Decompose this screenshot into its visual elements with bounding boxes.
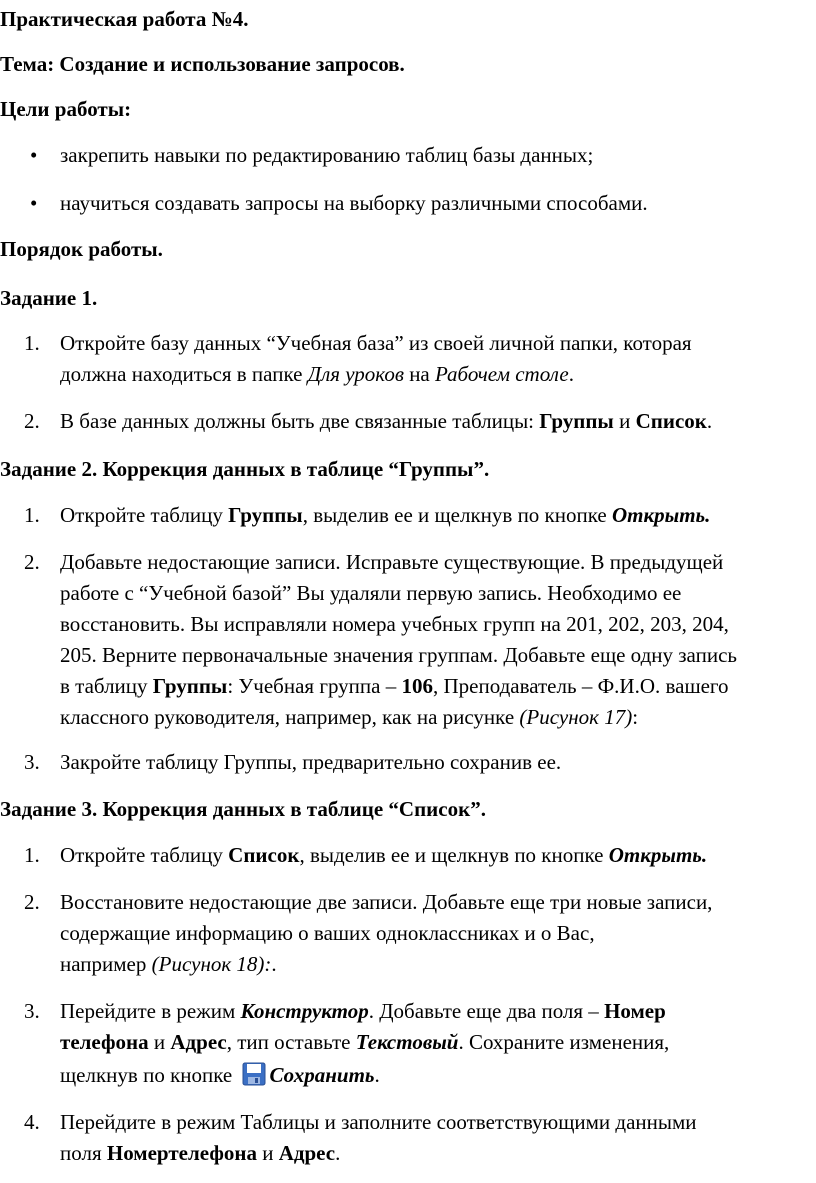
list-item-text: Закройте таблицу Группы, предварительно сохранив ее.: [60, 750, 562, 774]
list-item-text: должна находиться в папке Для уроков на Рабочем столе.: [60, 362, 574, 386]
list-number: 1.: [24, 331, 40, 355]
topic-line: Тема: Создание и использование запросов.: [0, 52, 405, 76]
document-title: Практическая работа №4.: [0, 7, 249, 31]
list-item-text: Откройте таблицу Список, выделив ее и щелкнув по кнопке Открыть.: [60, 843, 708, 867]
goals-heading: Цели работы:: [0, 97, 132, 121]
list-item-text: Откройте базу данных “Учебная база” из своей личной папки, которая: [60, 331, 692, 355]
list-item-text: поля Номертелефона и Адрес.: [60, 1141, 341, 1165]
list-item-text: В базе данных должны быть две связанные таблицы: Группы и Список.: [60, 409, 713, 433]
list-item-text: щелкнув по кнопке Сохранить.: [60, 1063, 380, 1087]
list-item-text: работе с “Учебной базой” Вы удаляли первую запись. Необходимо ее: [60, 581, 682, 605]
list-item-text: например (Рисунок 18):.: [60, 952, 277, 976]
goal-item: закрепить навыки по редактированию таблиц базы данных;: [60, 143, 594, 167]
bullet-marker: •: [30, 191, 38, 215]
list-number: 3.: [24, 750, 40, 774]
task1-title: Задание 1.: [0, 286, 98, 310]
list-item-text: Добавьте недостающие записи. Исправьте существующие. В предыдущей: [60, 550, 724, 574]
list-number: 1.: [24, 843, 40, 867]
list-item-text: восстановить. Вы исправляли номера учебных групп на 201, 202, 203, 204,: [60, 612, 729, 636]
list-item-text: 205. Верните первоначальные значения группам. Добавьте еще одну запись: [60, 643, 737, 667]
list-number: 2.: [24, 890, 40, 914]
goal-item: научиться создавать запросы на выборку различными способами.: [60, 191, 648, 215]
task3-title: Задание 3. Коррекция данных в таблице “Список”.: [0, 797, 486, 821]
bullet-marker: •: [30, 143, 38, 167]
list-item-text: телефона и Адрес, тип оставьте Текстовый. Сохраните изменения,: [60, 1030, 670, 1054]
list-item-text: Восстановите недостающие две записи. Добавьте еще три новые записи,: [60, 890, 713, 914]
list-number: 3.: [24, 999, 40, 1023]
list-item-text: классного руководителя, например, как на рисунке (Рисунок 17):: [60, 705, 639, 729]
list-number: 1.: [24, 503, 40, 527]
list-number: 2.: [24, 550, 40, 574]
list-item-text: Перейдите в режим Таблицы и заполните соответствующими данными: [60, 1110, 697, 1134]
procedure-heading: Порядок работы.: [0, 237, 163, 261]
task2-title: Задание 2. Коррекция данных в таблице “Группы”.: [0, 457, 490, 481]
list-item-text: в таблицу Группы: Учебная группа – 106, Преподаватель – Ф.И.О. вашего: [60, 674, 729, 698]
list-number: 4.: [24, 1110, 40, 1134]
list-item-text: содержащие информацию о ваших одноклассниках и о Вас,: [60, 921, 595, 945]
floppy-disk-save-icon: [242, 1062, 266, 1086]
list-item-text: Перейдите в режим Конструктор. Добавьте еще два поля – Номер: [60, 999, 666, 1023]
list-number: 2.: [24, 409, 40, 433]
list-item-text: Откройте таблицу Группы, выделив ее и щелкнув по кнопке Открыть.: [60, 503, 711, 527]
